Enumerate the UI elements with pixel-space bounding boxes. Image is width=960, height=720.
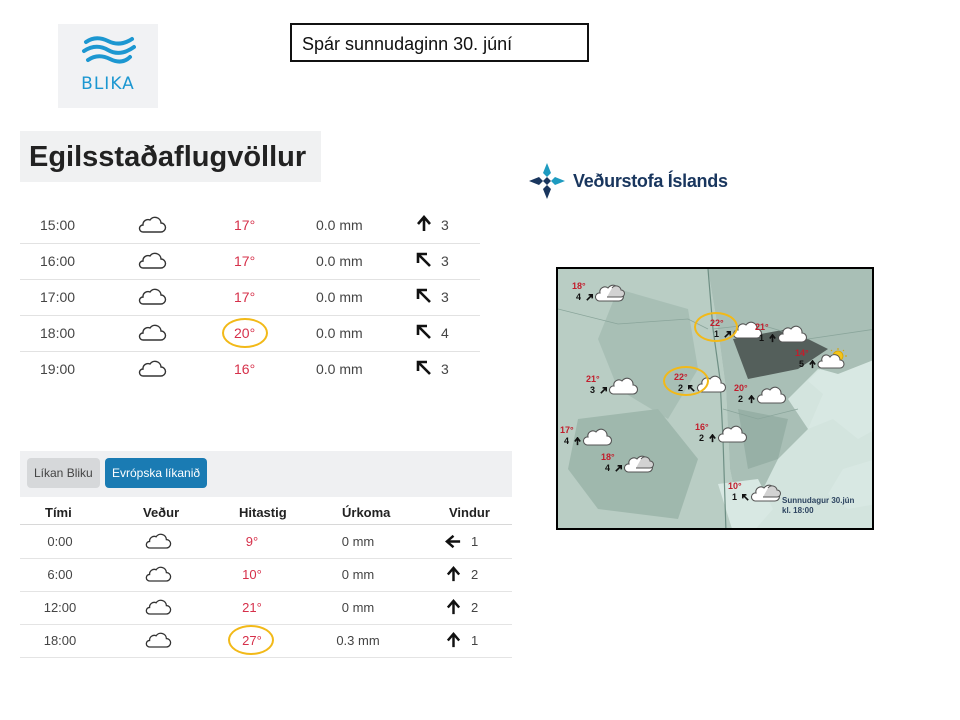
snowflake-logo-icon — [528, 162, 566, 200]
row-temp: 10° — [242, 567, 262, 582]
cloud-icon — [137, 358, 167, 381]
cloud-icon — [593, 283, 625, 303]
map-caption — [782, 496, 854, 516]
row-wind: 1 — [471, 633, 479, 648]
highlight-ring — [222, 318, 268, 348]
vedurstofa-logo — [528, 162, 748, 202]
map-station-temp: 22° — [710, 318, 724, 328]
up-left-arrow-icon — [415, 359, 433, 377]
map-station-wind: 2 — [678, 383, 684, 393]
blika-logo — [58, 24, 158, 108]
header-weather: Veður — [143, 505, 180, 520]
row-precip: 0 mm — [341, 534, 375, 549]
map-station-wind: 1 — [732, 492, 738, 502]
cloud-icon — [137, 214, 167, 237]
header-temp: Hitastig — [239, 505, 287, 520]
map-station-temp: 14° — [795, 348, 809, 358]
map-station-wind: 5 — [799, 359, 805, 369]
hourly-time: 16:00 — [40, 253, 76, 269]
cloud-icon — [137, 286, 167, 309]
hourly-wind: 3 — [441, 289, 449, 305]
row-time: 0:00 — [47, 534, 73, 549]
hourly-temp: 17° — [234, 217, 256, 233]
cloud-icon — [144, 531, 172, 553]
row-temp: 27° — [242, 633, 262, 648]
hourly-row — [20, 243, 480, 280]
map-station-wind: 4 — [576, 292, 582, 302]
map-station-temp: 10° — [728, 481, 742, 491]
hourly-row — [20, 351, 480, 387]
up-left-arrow-icon — [415, 323, 433, 341]
map-station-wind: 4 — [605, 463, 611, 473]
hourly-wind: 4 — [441, 325, 449, 341]
hourly-precip: 0.0 mm — [316, 361, 363, 377]
hourly-row — [20, 207, 480, 244]
cloud-icon — [607, 376, 639, 396]
headline: Spár sunnudaginn 30. júní — [290, 23, 589, 62]
hourly-precip: 0.0 mm — [316, 217, 363, 233]
cloud-icon — [776, 324, 808, 344]
map-station-wind: 1 — [714, 329, 720, 339]
hourly-time: 19:00 — [40, 361, 76, 377]
row-wind: 2 — [471, 600, 479, 615]
model-tabs — [20, 451, 512, 497]
cloud-icon — [755, 385, 787, 405]
hourly-precip: 0.0 mm — [316, 325, 363, 341]
station-title: Egilsstaðaflugvöllur — [29, 141, 307, 173]
cloud-icon — [581, 427, 613, 447]
header-wind: Vindur — [449, 505, 490, 520]
up-left-arrow-icon — [415, 287, 433, 305]
cloud-icon — [144, 564, 172, 586]
up-arrow-icon — [445, 566, 462, 583]
row-temp: 21° — [242, 600, 262, 615]
cloud-icon — [144, 597, 172, 619]
map-station-wind: 4 — [564, 436, 570, 446]
map-station-temp: 21° — [755, 322, 769, 332]
hourly-precip: 0.0 mm — [316, 253, 363, 269]
row-time: 18:00 — [43, 633, 77, 648]
partly-sunny-icon — [816, 348, 850, 370]
hourly-temp: 17° — [234, 289, 256, 305]
hourly-time: 18:00 — [40, 325, 76, 341]
map-station-wind: 2 — [699, 433, 705, 443]
forecast-map — [556, 267, 874, 530]
table-row — [20, 525, 512, 559]
row-wind: 1 — [471, 534, 479, 549]
row-temp: 9° — [245, 534, 259, 549]
header-precip: Úrkoma — [342, 505, 391, 520]
up-arrow-icon — [415, 215, 433, 233]
up-arrow-icon — [445, 599, 462, 616]
highlight-ring — [663, 366, 709, 396]
map-station-wind: 2 — [738, 394, 744, 404]
map-station-temp: 17° — [560, 425, 574, 435]
cloud-icon — [137, 322, 167, 345]
hourly-time: 17:00 — [40, 289, 76, 305]
map-caption-date: Sunnudagur 30.jún — [782, 496, 855, 505]
terrain-map — [558, 269, 874, 530]
blika-wordmark: BLIKA — [81, 74, 135, 94]
cloud-icon — [749, 483, 781, 503]
map-station-wind: 1 — [759, 333, 765, 343]
map-station-temp: 21° — [586, 374, 600, 384]
hourly-precip: 0.0 mm — [316, 289, 363, 305]
row-time: 6:00 — [47, 567, 73, 582]
cloud-icon — [622, 454, 654, 474]
vedurstofa-wordmark: Veðurstofa Íslands — [573, 171, 728, 191]
hourly-temp: 20° — [234, 325, 256, 341]
hourly-wind: 3 — [441, 217, 449, 233]
table-row — [20, 558, 512, 592]
map-station-wind: 3 — [590, 385, 596, 395]
header-time: Tími — [45, 505, 72, 520]
cloud-icon — [137, 250, 167, 273]
tab-evropska-likanid[interactable]: Evrópska líkanið — [105, 458, 207, 488]
row-precip: 0 mm — [341, 567, 375, 582]
map-station-temp: 16° — [695, 422, 709, 432]
hourly-time: 15:00 — [40, 217, 76, 233]
highlight-ring — [228, 625, 274, 655]
table-row — [20, 624, 512, 658]
up-arrow-icon — [445, 632, 462, 649]
hourly-temp: 16° — [234, 361, 256, 377]
map-station-temp: 20° — [734, 383, 748, 393]
map-station-temp: 18° — [601, 452, 615, 462]
row-wind: 2 — [471, 567, 479, 582]
hourly-wind: 3 — [441, 361, 449, 377]
highlight-ring — [694, 312, 738, 342]
left-arrow-icon — [445, 533, 462, 550]
station-title-box — [20, 131, 321, 182]
cloud-icon — [716, 424, 748, 444]
cloud-icon — [144, 630, 172, 652]
hourly-wind: 3 — [441, 253, 449, 269]
row-time: 12:00 — [43, 600, 77, 615]
hourly-temp: 17° — [234, 253, 256, 269]
hourly-row — [20, 279, 480, 316]
map-station-temp: 22° — [674, 372, 688, 382]
tab-likan-bliku[interactable]: Líkan Bliku — [27, 458, 100, 488]
map-station-temp: 18° — [572, 281, 586, 291]
row-precip: 0 mm — [341, 600, 375, 615]
table-row — [20, 591, 512, 625]
wave-icon — [80, 34, 136, 70]
up-left-arrow-icon — [415, 251, 433, 269]
hourly-row — [20, 315, 480, 352]
row-precip: 0.3 mm — [336, 633, 380, 648]
map-caption-time: kl. 18:00 — [782, 506, 814, 515]
